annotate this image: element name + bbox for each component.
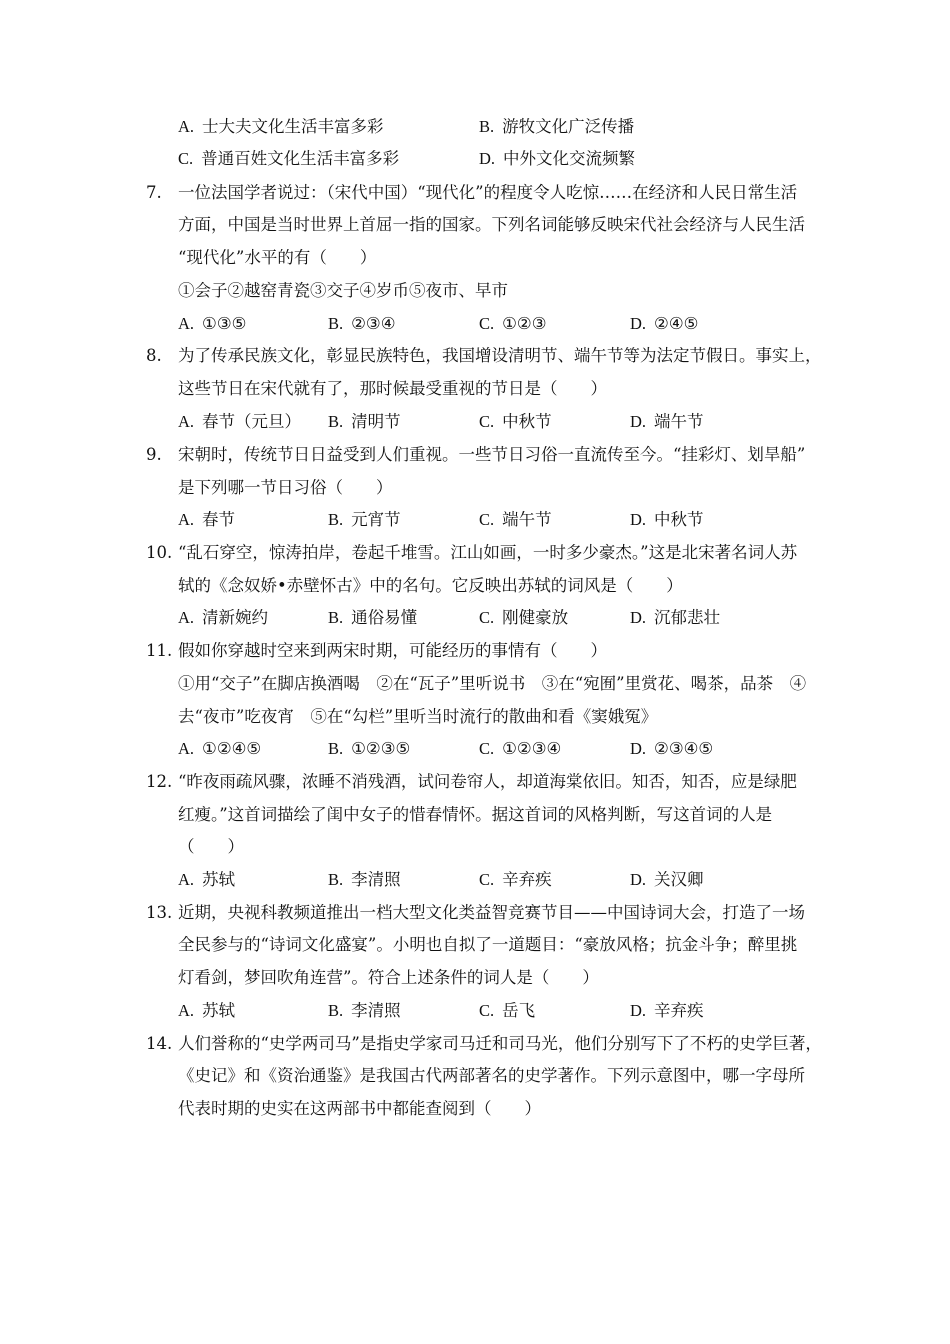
option-letter: B. bbox=[328, 1001, 344, 1020]
option-text: 通俗易懂 bbox=[351, 608, 418, 627]
option-letter: D. bbox=[630, 510, 647, 529]
q12-option-b bbox=[328, 869, 401, 891]
q14-number: 14. bbox=[146, 1034, 173, 1053]
option-letter: C. bbox=[479, 412, 495, 431]
q13-stem-line: 全民参与的“诗词文化盛宴”。小明也自拟了一道题目：“豪放风格；抗金斗争；醉里挑 bbox=[178, 935, 798, 954]
q9-number: 9. bbox=[146, 445, 162, 464]
option-text: 李清照 bbox=[351, 1001, 401, 1020]
option-text: ②③④ bbox=[351, 314, 396, 333]
option-text: 游牧文化广泛传播 bbox=[502, 117, 635, 136]
q13-number: 13. bbox=[146, 903, 173, 922]
option-letter: B. bbox=[328, 739, 344, 758]
q7-items: ①会子②越窑青瓷③交子④岁币⑤夜市、早市 bbox=[178, 281, 508, 300]
q9-option-c bbox=[479, 509, 552, 531]
q12-stem-line: “昨夜雨疏风骤，浓睡不消残酒，试问卷帘人，却道海棠依旧。知否，知否，应是绿肥 bbox=[178, 772, 797, 791]
q6-option-a bbox=[178, 116, 384, 138]
q12-stem-line: （ ） bbox=[178, 837, 244, 856]
q7-stem-line: 方面，中国是当时世界上首屈一指的国家。下列名词能够反映宋代社会经济与人民生活 bbox=[178, 215, 805, 234]
option-text: 苏轼 bbox=[202, 870, 236, 889]
option-letter: D. bbox=[630, 1001, 647, 1020]
q8-stem-line: 这些节日在宋代就有了，那时候最受重视的节日是（ ） bbox=[178, 379, 607, 398]
q8-number: 8. bbox=[146, 346, 162, 365]
option-letter: A. bbox=[178, 739, 195, 758]
q8-option-d bbox=[630, 411, 704, 433]
option-letter: B. bbox=[328, 608, 344, 627]
q10-option-d bbox=[630, 607, 720, 629]
q6-option-d bbox=[479, 148, 635, 170]
q13-option-d bbox=[630, 1000, 704, 1022]
q8-option-b bbox=[328, 411, 401, 433]
option-text: 元宵节 bbox=[351, 510, 401, 529]
option-letter: D. bbox=[479, 149, 496, 168]
option-text: 春节 bbox=[202, 510, 236, 529]
q10-option-c bbox=[479, 607, 568, 629]
option-letter: B. bbox=[328, 870, 344, 889]
q14-stem-line: 《史记》和《资治通鉴》是我国古代两部著名的史学著作。下列示意图中，哪一字母所 bbox=[178, 1066, 805, 1085]
q9-option-d bbox=[630, 509, 704, 531]
option-letter: D. bbox=[630, 608, 647, 627]
option-text: 刚健豪放 bbox=[502, 608, 569, 627]
q13-stem-line: 近期，央视科教频道推出一档大型文化类益智竞赛节目——中国诗词大会，打造了一场 bbox=[178, 903, 805, 922]
q11-items: 去“夜市”吃夜宵 ⑤在“勾栏”里听当时流行的散曲和看《窦娥冤》 bbox=[178, 707, 658, 726]
q14-stem-line: 人们誉称的“史学两司马”是指史学家司马迁和司马光，他们分别写下了不朽的史学巨著， bbox=[178, 1034, 822, 1053]
option-text: ①②③④ bbox=[502, 739, 562, 758]
q9-stem-line: 是下列哪一节日习俗（ ） bbox=[178, 478, 393, 497]
q8-option-c bbox=[479, 411, 552, 433]
option-letter: C. bbox=[479, 1001, 495, 1020]
option-letter: C. bbox=[479, 739, 495, 758]
q11-option-c bbox=[479, 738, 561, 760]
option-letter: B. bbox=[479, 117, 495, 136]
q11-stem-line: 假如你穿越时空来到两宋时期，可能经历的事情有（ ） bbox=[178, 641, 607, 660]
q13-option-a bbox=[178, 1000, 235, 1022]
q9-option-b bbox=[328, 509, 401, 531]
option-text: ①②③ bbox=[502, 314, 547, 333]
q7-stem-line: 一位法国学者说过：（宋代中国）“现代化”的程度令人吃惊……在经济和人民日常生活 bbox=[178, 183, 798, 202]
q6-option-c bbox=[178, 148, 399, 170]
q7-stem-line: “现代化”水平的有（ ） bbox=[178, 248, 377, 267]
option-text: 岳飞 bbox=[502, 1001, 536, 1020]
q12-number: 12. bbox=[146, 772, 173, 791]
option-letter: A. bbox=[178, 117, 195, 136]
option-text: 李清照 bbox=[351, 870, 401, 889]
option-text: 辛弃疾 bbox=[654, 1001, 704, 1020]
option-letter: A. bbox=[178, 1001, 195, 1020]
q12-option-c bbox=[479, 869, 552, 891]
option-letter: C. bbox=[479, 314, 495, 333]
option-letter: D. bbox=[630, 739, 647, 758]
q12-option-a bbox=[178, 869, 235, 891]
option-letter: C. bbox=[178, 149, 194, 168]
option-text: 清明节 bbox=[351, 412, 401, 431]
q10-option-a bbox=[178, 607, 268, 629]
option-letter: A. bbox=[178, 510, 195, 529]
option-text: 沉郁悲壮 bbox=[654, 608, 721, 627]
option-text: 端午节 bbox=[502, 510, 552, 529]
q10-stem-line: “乱石穿空，惊涛拍岸，卷起千堆雪。江山如画，一时多少豪杰。”这是北宋著名词人苏 bbox=[178, 543, 798, 562]
q13-option-c bbox=[479, 1000, 535, 1022]
q7-number: 7. bbox=[146, 183, 162, 202]
q7-option-d bbox=[630, 313, 698, 335]
q11-number: 11. bbox=[146, 641, 173, 660]
q7-option-b bbox=[328, 313, 396, 335]
q10-stem-line: 轼的《念奴娇•赤壁怀古》中的名句。它反映出苏轼的词风是（ ） bbox=[178, 576, 683, 595]
q14-stem-line: 代表时期的史实在这两部书中都能查阅到（ ） bbox=[178, 1099, 541, 1118]
q13-option-b bbox=[328, 1000, 401, 1022]
q12-stem-line: 红瘦。”这首词描绘了闺中女子的惜春情怀。据这首词的风格判断，写这首词的人是 bbox=[178, 805, 773, 824]
option-text: 端午节 bbox=[654, 412, 704, 431]
q11-option-b bbox=[328, 738, 410, 760]
option-letter: A. bbox=[178, 314, 195, 333]
q8-stem-line: 为了传承民族文化，彰显民族特色，我国增设清明节、端午节等为法定节假日。事实上， bbox=[178, 346, 822, 365]
q8-option-a bbox=[178, 411, 301, 433]
option-text: 清新婉约 bbox=[202, 608, 269, 627]
q9-stem-line: 宋朝时，传统节日日益受到人们重视。一些节日习俗一直流传至今。“挂彩灯、划旱船” bbox=[178, 445, 806, 464]
q7-option-c bbox=[479, 313, 547, 335]
option-letter: D. bbox=[630, 314, 647, 333]
q13-stem-line: 灯看剑，梦回吹角连营”。符合上述条件的词人是（ ） bbox=[178, 968, 599, 987]
option-letter: C. bbox=[479, 608, 495, 627]
option-letter: C. bbox=[479, 870, 495, 889]
q11-items: ①用“交子”在脚店换酒喝 ②在“瓦子”里听说书 ③在“宛囿”里赏花、喝茶，品茶 ④ bbox=[178, 674, 807, 693]
option-letter: D. bbox=[630, 870, 647, 889]
q10-number: 10. bbox=[146, 543, 173, 562]
q7-option-a bbox=[178, 313, 246, 335]
option-text: 中秋节 bbox=[502, 412, 552, 431]
option-letter: A. bbox=[178, 870, 195, 889]
option-text: ①②④⑤ bbox=[202, 739, 262, 758]
option-letter: B. bbox=[328, 314, 344, 333]
option-text: ②③④⑤ bbox=[654, 739, 714, 758]
option-letter: C. bbox=[479, 510, 495, 529]
option-text: 中秋节 bbox=[654, 510, 704, 529]
option-text: 士大夫文化生活丰富多彩 bbox=[202, 117, 384, 136]
option-text: 普通百姓文化生活丰富多彩 bbox=[201, 149, 400, 168]
option-text: 关汉卿 bbox=[654, 870, 704, 889]
q6-option-b bbox=[479, 116, 634, 138]
option-letter: B. bbox=[328, 412, 344, 431]
option-text: 辛弃疾 bbox=[502, 870, 552, 889]
option-letter: B. bbox=[328, 510, 344, 529]
option-text: 春节（元旦） bbox=[202, 412, 302, 431]
q12-option-d bbox=[630, 869, 704, 891]
q11-option-a bbox=[178, 738, 261, 760]
option-text: ①②③⑤ bbox=[351, 739, 411, 758]
option-letter: D. bbox=[630, 412, 647, 431]
q9-option-a bbox=[178, 509, 235, 531]
option-letter: A. bbox=[178, 412, 195, 431]
option-text: ②④⑤ bbox=[654, 314, 699, 333]
option-letter: A. bbox=[178, 608, 195, 627]
option-text: ①③⑤ bbox=[202, 314, 247, 333]
q11-option-d bbox=[630, 738, 713, 760]
q10-option-b bbox=[328, 607, 417, 629]
option-text: 中外文化交流频繁 bbox=[503, 149, 636, 168]
option-text: 苏轼 bbox=[202, 1001, 236, 1020]
